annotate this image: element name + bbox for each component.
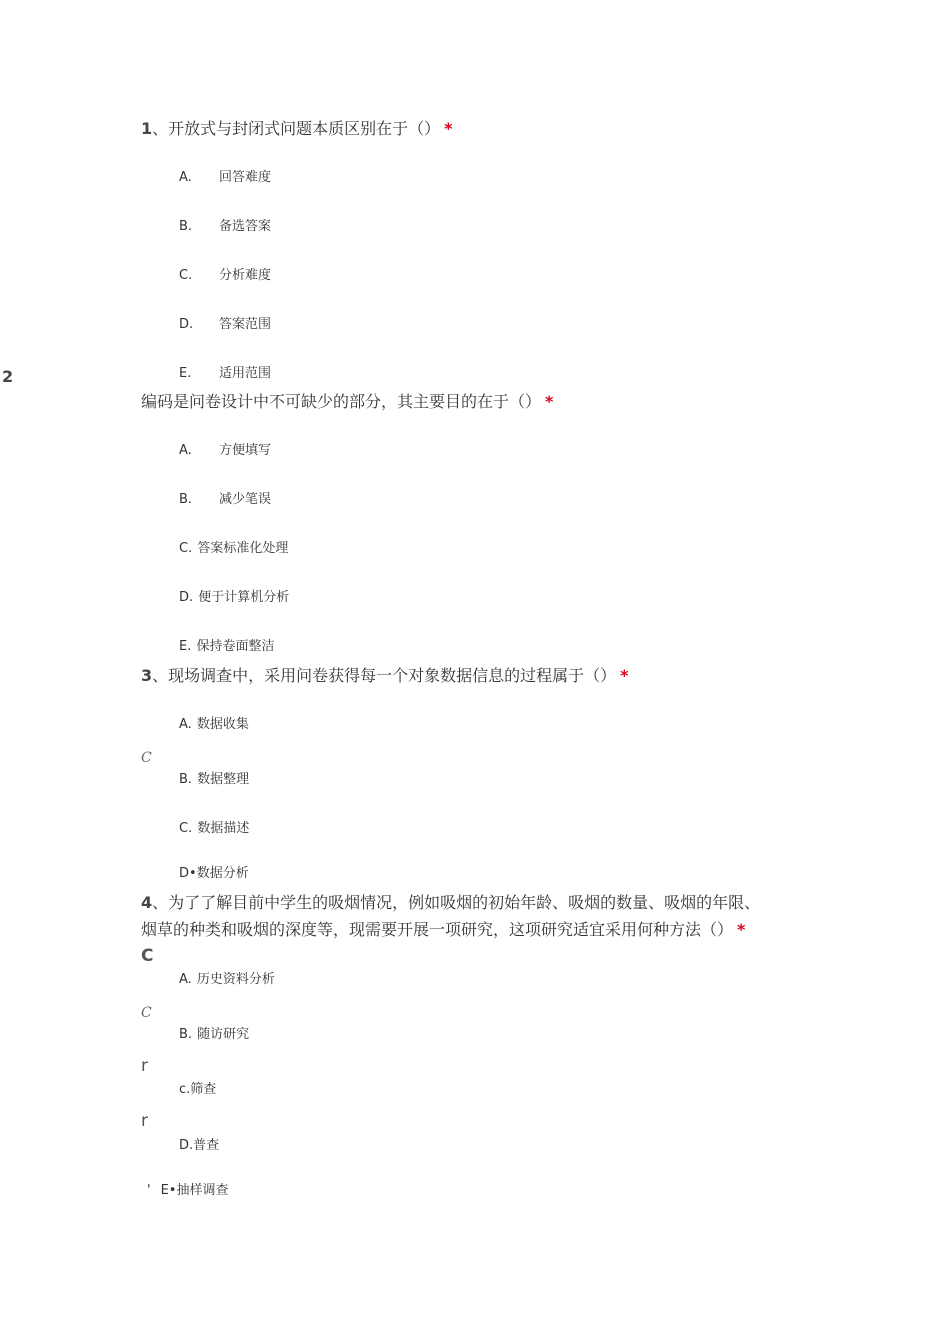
option-letter: D. xyxy=(179,590,194,605)
question-1 xyxy=(141,116,453,139)
question-text-line2: 烟草的种类和吸烟的深度等，现需要开展一项研究，这项研究适宜采用何种方法（） xyxy=(141,920,734,939)
question-text: 现场调查中，采用问卷获得每一个对象数据信息的过程属于（） xyxy=(168,666,617,685)
option-label: 随访研究 xyxy=(197,1027,250,1042)
option-label: 备选答案 xyxy=(219,219,272,234)
question-3 xyxy=(141,663,629,686)
option-label: 适用范围 xyxy=(219,366,272,381)
question-number: 3 xyxy=(141,666,153,685)
option-label: 便于计算机分析 xyxy=(198,590,290,605)
required-asterisk: * xyxy=(545,392,554,411)
option-letter: E• xyxy=(160,1183,177,1198)
option-1b[interactable] xyxy=(179,215,272,234)
question-2 xyxy=(141,389,553,412)
question-text: 开放式与封闭式问题本质区别在于（） xyxy=(168,119,441,138)
question-text: 编码是问卷设计中不可缺少的部分，其主要目的在于（） xyxy=(141,392,542,411)
option-label: 答案标准化处理 xyxy=(197,541,289,556)
option-3a[interactable] xyxy=(179,713,249,732)
option-4a[interactable] xyxy=(179,968,275,987)
radio-artifact: C xyxy=(141,946,154,966)
option-label: 分析难度 xyxy=(219,268,272,283)
option-1a[interactable] xyxy=(179,166,272,185)
option-label: 数据收集 xyxy=(196,717,249,732)
option-2b[interactable] xyxy=(179,488,272,507)
option-label: 历史资料分析 xyxy=(196,972,275,987)
option-letter: A. xyxy=(179,170,192,185)
option-label: 抽样调查 xyxy=(176,1183,229,1198)
option-2c[interactable] xyxy=(179,537,288,556)
option-letter: A. xyxy=(179,717,192,732)
required-asterisk: * xyxy=(444,119,453,138)
option-2e[interactable] xyxy=(179,635,274,654)
question-text-line1: 为了了解目前中学生的吸烟情况，例如吸烟的初始年龄、吸烟的数量、吸烟的年限、 xyxy=(168,893,761,912)
option-label: 普查 xyxy=(193,1138,220,1153)
option-3d[interactable] xyxy=(179,862,249,881)
option-label: 数据描述 xyxy=(197,821,250,836)
radio-artifact: C xyxy=(141,1005,152,1021)
option-label: 保持卷面整洁 xyxy=(196,639,275,654)
option-letter: A. xyxy=(179,443,192,458)
radio-artifact: ' xyxy=(147,1183,151,1198)
option-1e[interactable] xyxy=(179,362,272,381)
option-letter: D. xyxy=(179,1138,194,1153)
option-label: 筛查 xyxy=(190,1082,217,1097)
option-letter: A. xyxy=(179,972,192,987)
option-letter: D. xyxy=(179,317,194,332)
option-4b[interactable] xyxy=(179,1023,249,1042)
option-label: 数据整理 xyxy=(197,772,250,787)
option-1d[interactable] xyxy=(179,313,272,332)
question-separator: 、 xyxy=(152,893,169,912)
option-2a[interactable] xyxy=(179,439,272,458)
option-4c[interactable] xyxy=(179,1078,216,1097)
question-4 xyxy=(141,889,760,943)
option-4e[interactable] xyxy=(147,1179,228,1198)
option-4d[interactable] xyxy=(179,1134,219,1153)
option-3c[interactable] xyxy=(179,817,249,836)
option-label: 答案范围 xyxy=(219,317,272,332)
question-separator: 、 xyxy=(152,666,169,685)
option-letter: E. xyxy=(179,639,192,654)
option-label: 数据分析 xyxy=(196,866,249,881)
radio-artifact: C xyxy=(141,750,152,766)
option-letter: B. xyxy=(179,492,193,507)
required-asterisk: * xyxy=(620,666,629,685)
option-label: 减少笔误 xyxy=(219,492,272,507)
option-3b[interactable] xyxy=(179,768,249,787)
radio-artifact: r xyxy=(141,1111,148,1131)
option-1c[interactable] xyxy=(179,264,272,283)
option-letter: E. xyxy=(179,366,192,381)
option-letter: B. xyxy=(179,1027,193,1042)
option-letter: B. xyxy=(179,219,193,234)
question-number: 2 xyxy=(2,367,14,386)
option-letter: C. xyxy=(179,268,193,283)
required-asterisk: * xyxy=(737,920,746,939)
question-separator: 、 xyxy=(152,119,169,138)
option-letter: B. xyxy=(179,772,193,787)
option-letter: c. xyxy=(179,1082,191,1097)
option-label: 回答难度 xyxy=(219,170,272,185)
radio-artifact: r xyxy=(141,1056,148,1076)
option-2d[interactable] xyxy=(179,586,289,605)
question-number: 4 xyxy=(141,893,153,912)
question-number: 1 xyxy=(141,119,153,138)
option-letter: D• xyxy=(179,866,197,881)
option-label: 方便填写 xyxy=(219,443,272,458)
option-letter: C. xyxy=(179,541,193,556)
option-letter: C. xyxy=(179,821,193,836)
